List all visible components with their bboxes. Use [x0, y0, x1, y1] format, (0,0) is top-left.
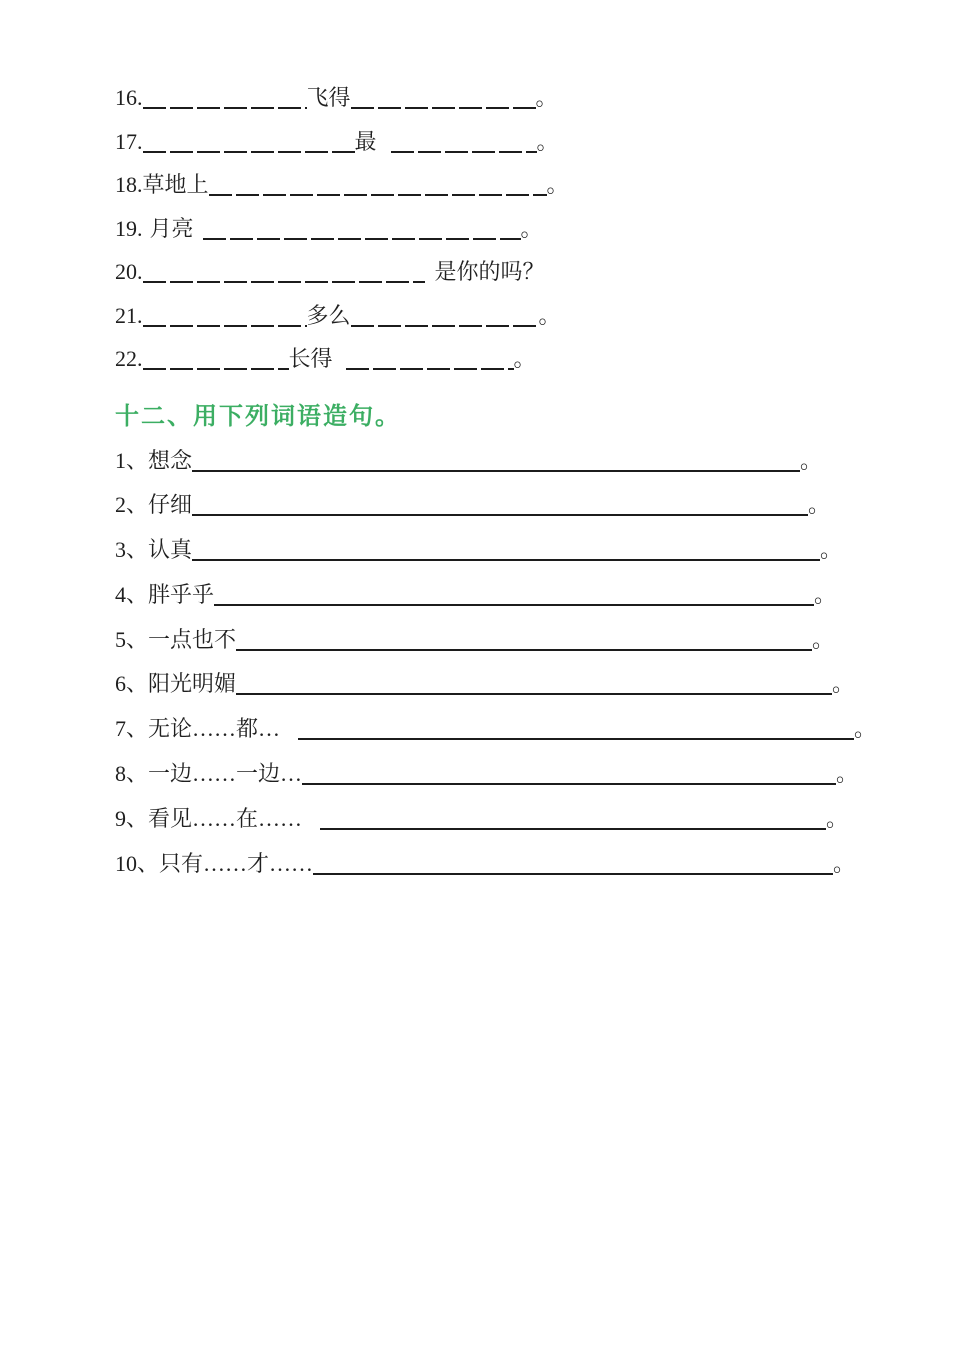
item-text: 飞得: [306, 85, 351, 110]
item-text: 月亮: [149, 215, 194, 241]
item-tail: 。: [800, 447, 823, 473]
item-word: 只有……才……: [159, 850, 314, 876]
blank-line: [320, 810, 826, 830]
item-number: 20.: [115, 259, 143, 284]
blank-line: [298, 720, 854, 740]
item-tail: 。: [808, 492, 831, 518]
blank-line: [192, 452, 800, 472]
item-text: 多么: [306, 302, 351, 328]
item-number: 1、: [115, 447, 149, 473]
sentence-item: [115, 662, 930, 707]
item-number: 10、: [115, 850, 160, 876]
fill-item: [115, 163, 930, 207]
item-tail: 。: [832, 671, 855, 697]
item-word: 阳光明媚: [148, 671, 237, 697]
blank-line: [143, 307, 307, 327]
blank-line: [351, 307, 539, 327]
item-tail: 。: [833, 850, 856, 876]
item-number: 19.: [115, 215, 143, 241]
item-number: 3、: [115, 537, 149, 563]
item-number: 2、: [115, 492, 149, 518]
blank-line: [351, 89, 536, 109]
item-tail: 。: [535, 85, 558, 110]
fill-item: [115, 337, 930, 381]
fill-item: [115, 250, 930, 294]
item-number: 9、: [115, 805, 149, 831]
item-word: 一边……一边…: [148, 761, 303, 787]
blank-line: [236, 631, 812, 651]
item-word: 无论……都…: [148, 716, 281, 742]
sentence-item: [115, 573, 930, 618]
item-number: 18.: [115, 172, 143, 197]
blank-line: [143, 350, 289, 370]
item-tail: 。: [820, 537, 843, 563]
item-word: 胖乎乎: [148, 581, 215, 607]
item-word: 一点也不: [148, 626, 237, 652]
item-tail: 。: [854, 716, 877, 742]
sentence-item: [115, 483, 930, 528]
item-text: 最: [354, 128, 377, 154]
blank-line: [391, 133, 537, 153]
fill-item: [115, 120, 930, 164]
sentence-item: [115, 842, 930, 887]
sentence-item: [115, 707, 930, 752]
item-text: 草地上: [142, 172, 209, 197]
item-tail: 。: [814, 581, 837, 607]
item-tail: 是你的吗？: [434, 259, 545, 284]
item-tail: 。: [546, 172, 569, 197]
item-number: 8、: [115, 761, 149, 787]
item-number: 16.: [115, 85, 143, 110]
item-number: 17.: [115, 128, 143, 154]
sentence-item: [115, 618, 930, 663]
fill-item: [115, 294, 930, 338]
section-heading: 十二、用下列词语造句。: [115, 402, 401, 430]
fill-item: [115, 76, 930, 120]
sentence-item: [115, 528, 930, 573]
fill-item: [115, 207, 930, 251]
blank-line: [203, 220, 521, 240]
item-number: 4、: [115, 581, 149, 607]
blank-line: [313, 855, 833, 875]
item-tail: 。: [836, 761, 859, 787]
blank-line: [214, 586, 814, 606]
item-tail: 。: [520, 215, 543, 241]
item-word: 想念: [148, 447, 193, 473]
blank-line: [192, 541, 820, 561]
sentence-item: [115, 439, 930, 484]
item-number: 21.: [115, 302, 143, 328]
item-word: 看见……在……: [148, 805, 303, 831]
item-tail: 。: [538, 302, 561, 328]
item-number: 7、: [115, 716, 149, 742]
item-number: 22.: [115, 346, 143, 371]
sentence-item: [115, 752, 930, 797]
blank-line: [302, 765, 836, 785]
blank-line: [346, 350, 514, 370]
item-text: 长得: [288, 346, 333, 371]
item-word: 认真: [148, 537, 193, 563]
blank-line: [209, 176, 547, 196]
item-tail: 。: [812, 626, 835, 652]
sentence-item: [115, 797, 930, 842]
blank-line: [143, 263, 425, 283]
blank-line: [236, 675, 832, 695]
item-tail: 。: [513, 346, 536, 371]
item-number: 5、: [115, 626, 149, 652]
blank-line: [143, 89, 307, 109]
blank-line: [192, 496, 808, 516]
item-word: 仔细: [148, 492, 193, 518]
item-tail: 。: [536, 128, 559, 154]
blank-line: [143, 133, 355, 153]
item-number: 6、: [115, 671, 149, 697]
item-tail: 。: [826, 805, 849, 831]
